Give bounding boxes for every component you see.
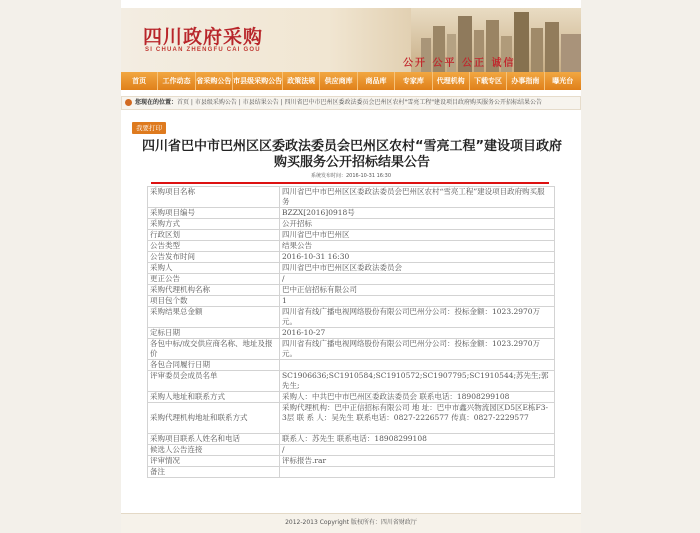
nav-home[interactable]: 首页 [121,72,158,90]
row-value: 采购人：中共巴中市巴州区委政法委员会 联系电话：18908299108 [280,392,555,403]
attachment-link[interactable]: 评标报告.rar [280,456,555,467]
table-row [148,285,555,296]
table-row [148,392,555,403]
row-value: SC1906636;SC1910584;SC1910572;SC1907795;SC1910544;苏先生;郭先生; [280,371,555,392]
row-key: 采购项目名称 [148,187,280,208]
row-key: 各包合同履行日期 [148,360,280,371]
breadcrumb-path[interactable]: 首页 | 市县级采购公告 | 市县结果公告 | 四川省巴中市巴州区委政法委员会巴州区农村"雪亮工程"建设项目政府购买服务公开招标结果公告 [177,99,543,106]
row-key: 采购结果总金额 [148,307,280,328]
table-row [148,252,555,263]
row-key: 评审委员会成员名单 [148,371,280,392]
nav-exposure[interactable]: 曝光台 [552,77,574,85]
row-key: 评审情况 [148,456,280,467]
row-value: 四川省巴中市巴州区区委政法委员会 [280,263,555,274]
table-row [148,456,555,467]
row-key: 采购项目联系人姓名和电话 [148,434,280,445]
row-key: 行政区划 [148,230,280,241]
print-button[interactable]: 我要打印 [132,122,166,134]
main-nav [121,72,581,90]
nav-policy[interactable]: 政策法规 [283,72,320,90]
row-key: 采购代理机构地址和联系方式 [148,403,280,434]
nav-experts[interactable]: 专家库 [395,72,432,90]
row-key: 项目包个数 [148,296,280,307]
row-key: 采购人地址和联系方式 [148,392,280,403]
table-row [148,263,555,274]
row-value [280,467,555,478]
row-value: 结果公告 [280,241,555,252]
table-row [148,187,555,208]
row-key: 采购人 [148,263,280,274]
row-key: 采购方式 [148,219,280,230]
table-row [148,403,555,434]
title-divider [151,182,549,184]
table-row [148,371,555,392]
nav-download[interactable]: 下载专区 [470,72,507,90]
breadcrumb [121,96,581,110]
table-row [148,339,555,360]
nav-guide[interactable]: 办事指南 [507,72,544,90]
table-row [148,230,555,241]
row-value: 公开招标 [280,219,555,230]
breadcrumb-label: 您现在的位置： [135,99,178,106]
table-row [148,208,555,219]
table-row [148,445,555,456]
row-value: 2016-10-27 [280,328,555,339]
row-key: 候选人公告连接 [148,445,280,456]
nav-supplier[interactable]: 供应商库 [320,72,357,90]
nav-goods[interactable]: 商品库 [358,72,395,90]
table-row [148,274,555,285]
row-key: 定标日期 [148,328,280,339]
location-icon [125,99,132,106]
site-logo-pinyin: SI CHUAN ZHENGFU CAI GOU [145,47,261,53]
slogan: 公开 公平 公正 诚信 [403,58,516,69]
row-key: 各包中标/成交供应商名称、地址及报价 [148,339,280,360]
row-value: 采购代理机构：巴中正信招标有限公司 地 址：巴中市鑫兴物流园区D5区E栋F3-3层 联 系 人：吴先生 联系电话：0827-2226577 传真：0827-2229577 [280,403,555,434]
table-row [148,467,555,478]
table-row [148,328,555,339]
page-title: 四川省巴中市巴州区区委政法委员会巴州区农村“雪亮工程”建设项目政府购买服务公开招标结果公告 [141,139,563,170]
announcement-table [147,186,555,478]
page-container [121,0,581,533]
row-value: 联系人：苏先生 联系电话：18908299108 [280,434,555,445]
site-logo[interactable]: 四川政府采购 [143,26,264,48]
site-footer: 2012-2013 Copyright 版权所有：四川省财政厅 [121,513,581,533]
row-value: BZZX[2016]0918号 [280,208,555,219]
table-row [148,296,555,307]
table-row [148,307,555,328]
row-value: 四川省巴中市巴州区区委政法委员会巴州区农村“雪亮工程”建设项目政府购买服务 [280,187,555,208]
row-value: 2016-10-31 16:30 [280,252,555,263]
table-row [148,360,555,371]
row-value: / [280,445,555,456]
row-value: 四川省有线广播电视网络股份有限公司巴州分公司：投标金额：1023.2970万元。 [280,339,555,360]
row-key: 采购代理机构名称 [148,285,280,296]
row-value: 1 [280,296,555,307]
nav-city-notice[interactable]: 市县级采购公告 [233,72,283,90]
table-row [148,241,555,252]
nav-province-notice[interactable]: 省采购公告 [196,72,233,90]
publish-time: 系统发布时间：2016-10-31 16:30 [310,173,392,179]
row-key: 采购项目编号 [148,208,280,219]
row-value [280,360,555,371]
table-row [148,434,555,445]
site-header [121,8,581,72]
nav-agency[interactable]: 代理机构 [433,72,470,90]
table-row [148,219,555,230]
row-key: 公告发布时间 [148,252,280,263]
row-key: 公告类型 [148,241,280,252]
row-value: 四川省巴中市巴州区 [280,230,555,241]
row-value: / [280,274,555,285]
nav-work-news[interactable]: 工作动态 [158,72,195,90]
row-value: 四川省有线广播电视网络股份有限公司巴州分公司：投标金额：1023.2970万元。 [280,307,555,328]
row-key: 备注 [148,467,280,478]
row-key: 更正公告 [148,274,280,285]
row-value: 巴中正信招标有限公司 [280,285,555,296]
